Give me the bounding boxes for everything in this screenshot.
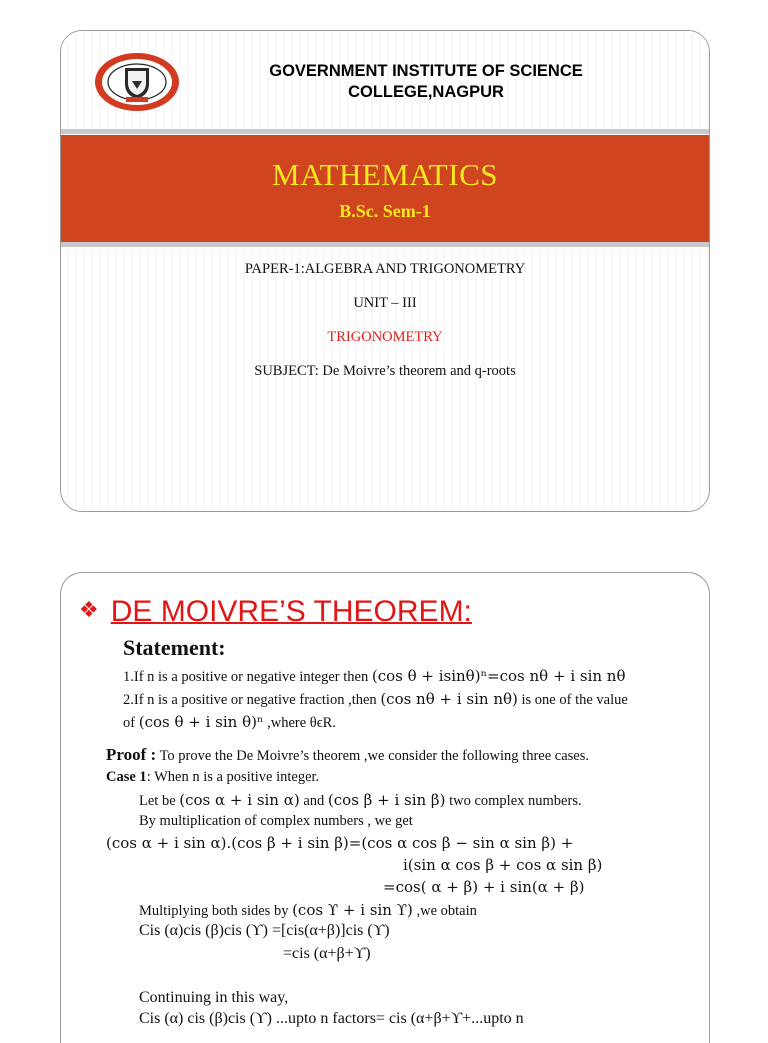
proof-label: Proof : xyxy=(106,745,157,764)
paper-line: PAPER-1:ALGEBRA AND TRIGONOMETRY xyxy=(244,261,526,277)
statement-3-start: of xyxy=(123,715,136,731)
subject-line: SUBJECT: De Moivre’s theorem and q-roots xyxy=(254,363,516,379)
let-be-line xyxy=(139,791,582,810)
multiply-text: Multiplying both sides by xyxy=(139,903,289,919)
topic-line: TRIGONOMETRY xyxy=(327,329,443,345)
statement-1-text: 1.If n is a positive or negative integer then xyxy=(123,669,369,685)
theorem-title: DE MOIVRE’S THEOREM: xyxy=(110,595,472,628)
equation-2: i(sin α cos β + cos α sin β) xyxy=(403,856,603,874)
cis-line-3: Cis (α) cis (β)cis (ϒ) ...upto n factors= cis (α+β+ϒ+...upto n xyxy=(139,1010,524,1027)
divider-bottom xyxy=(61,242,709,247)
college-name xyxy=(201,61,651,103)
multiply-line xyxy=(139,901,477,920)
let-be-text: Let be xyxy=(139,793,176,809)
case1-label: Case 1 xyxy=(106,769,147,785)
statement-2 xyxy=(123,690,628,709)
title-slide xyxy=(60,30,710,512)
proof-line xyxy=(106,745,589,765)
case1-line xyxy=(106,769,319,786)
multiply-end: ,we obtain xyxy=(416,903,477,919)
course-subtitle: B.Sc. Sem-1 xyxy=(339,201,431,221)
statement-2-math: (cos nθ + i sin nθ) xyxy=(380,690,518,708)
proof-text: To prove the De Moivre’s theorem ,we consider the following three cases. xyxy=(159,748,589,764)
college-name-line1: GOVERNMENT INSTITUTE OF SCIENCE xyxy=(269,62,583,80)
college-seal-icon xyxy=(91,51,183,113)
statement-2-end: is one of the value xyxy=(521,692,628,708)
let-math-2: (cos β + i sin β) xyxy=(327,791,446,809)
slide-header xyxy=(61,31,709,129)
subject-title: MATHEMATICS xyxy=(272,157,498,192)
statement-3 xyxy=(123,713,336,732)
let-end-text: two complex numbers. xyxy=(449,793,582,809)
multiply-math: (cos ϒ + i sin ϒ) xyxy=(292,901,413,919)
college-name-line2: COLLEGE,NAGPUR xyxy=(348,83,504,101)
let-math-1: (cos α + i sin α) xyxy=(179,791,300,809)
slide-body xyxy=(61,249,709,511)
cis-line-1: Cis (α)cis (β)cis (ϒ) =[cis(α+β)]cis (ϒ) xyxy=(139,922,390,939)
theorem-slide xyxy=(60,572,710,1043)
cis-line-2: =cis (α+β+ϒ) xyxy=(283,945,371,962)
statement-3-math: (cos θ + i sin θ)ⁿ xyxy=(138,713,264,731)
statement-2-text: 2.If n is a positive or negative fraction ,then xyxy=(123,692,377,708)
by-mult-line: By multiplication of complex numbers , we get xyxy=(139,813,413,829)
theorem-heading xyxy=(79,595,472,629)
and-text: and xyxy=(303,793,325,809)
title-band xyxy=(61,135,709,242)
statement-3-end: ,where θϵR. xyxy=(267,715,336,731)
statement-label: Statement: xyxy=(123,635,226,660)
equation-3: =cos( α + β) + i sin(α + β) xyxy=(383,878,585,896)
unit-line: UNIT – III xyxy=(353,295,417,311)
statement-1-math: (cos θ + isinθ)ⁿ=cos nθ + i sin nθ xyxy=(371,667,626,685)
diamond-bullet-icon: ❖ xyxy=(79,597,99,622)
continuing-line: Continuing in this way, xyxy=(139,989,289,1006)
divider-top xyxy=(61,129,709,134)
case1-text: : When n is a positive integer. xyxy=(146,769,320,785)
statement-1 xyxy=(123,667,626,686)
equation-1: (cos α + i sin α).(cos β + i sin β)=(cos α cos β − sin α sin β) + xyxy=(106,834,574,852)
